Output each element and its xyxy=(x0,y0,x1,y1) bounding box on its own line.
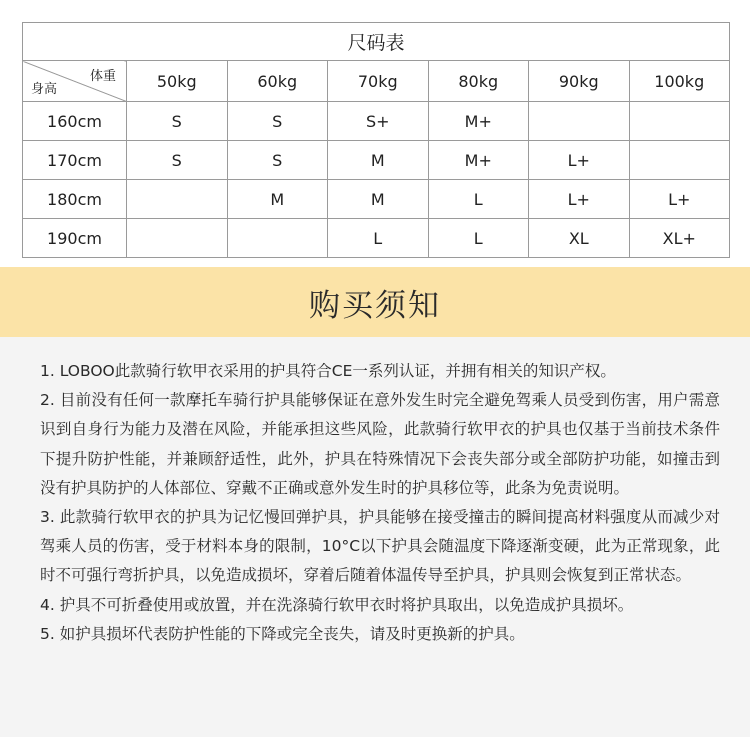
size-chart-title: 尺码表 xyxy=(23,23,730,61)
height-cell: 170cm xyxy=(23,141,127,180)
size-chart-section xyxy=(0,0,750,267)
height-axis-label: 身高 xyxy=(31,82,58,97)
size-cell: M xyxy=(328,141,429,180)
size-cell: S+ xyxy=(328,102,429,141)
size-chart-table xyxy=(22,22,730,258)
list-item: 5. 如护具损坏代表防护性能的下降或完全丧失，请及时更换新的护具。 xyxy=(40,624,525,643)
size-cell xyxy=(629,102,730,141)
weight-header: 100kg xyxy=(629,61,730,102)
weight-header: 80kg xyxy=(428,61,529,102)
size-cell: L+ xyxy=(529,141,630,180)
size-cell: XL xyxy=(529,219,630,258)
notice-title: 购买须知 xyxy=(309,287,441,324)
list-item: 1. LOBOO此款骑行软甲衣采用的护具符合CE一系列认证，并拥有相关的知识产权。 xyxy=(40,362,616,380)
size-cell: L xyxy=(428,219,529,258)
size-chart-title-row xyxy=(23,23,730,61)
size-chart-corner-cell xyxy=(23,61,127,102)
size-cell xyxy=(127,180,228,219)
table-row xyxy=(23,141,730,180)
height-cell: 190cm xyxy=(23,219,127,258)
weight-header: 70kg xyxy=(328,61,429,102)
table-row xyxy=(23,180,730,219)
size-cell xyxy=(227,219,328,258)
size-cell xyxy=(629,141,730,180)
size-cell: S xyxy=(227,141,328,180)
notice-banner xyxy=(0,267,750,337)
size-cell: S xyxy=(127,141,228,180)
list-item: 3. 此款骑行软甲衣的护具为记忆慢回弹护具，护具能够在接受撞击的瞬间提高材料强度从而减少对驾乘人员的伤害，受于材料本身的限制，10°C以下护具会随温度下降逐渐变硬，此为正常现象，此时不可强行弯折护具，以免造成损坏，穿着后随着体温传导至护具，护具则会恢复到正常状态。 xyxy=(40,508,720,585)
size-cell xyxy=(127,219,228,258)
size-cell: M+ xyxy=(428,102,529,141)
size-cell: M+ xyxy=(428,141,529,180)
table-row xyxy=(23,102,730,141)
weight-axis-label: 体重 xyxy=(89,69,116,84)
list-item: 2. 目前没有任何一款摩托车骑行护具能够保证在意外发生时完全避免驾乘人员受到伤害，用户需意识到自身行为能力及潜在风险，并能承担这些风险，此款骑行软甲衣的护具也仅基于当前技术条件下提升防护性能，并兼顾舒适性，此外，护具在特殊情况下会丧失部分或全部防护功能，如撞击到没有护具防护的人体部位、穿戴不正确或意外发生时的护具移位等，此条为免责说明。 xyxy=(40,391,720,497)
weight-header: 90kg xyxy=(529,61,630,102)
height-cell: 180cm xyxy=(23,180,127,219)
size-cell: M xyxy=(328,180,429,219)
table-row xyxy=(23,219,730,258)
height-cell: 160cm xyxy=(23,102,127,141)
weight-header: 50kg xyxy=(127,61,228,102)
size-cell: L xyxy=(328,219,429,258)
notice-list xyxy=(40,357,720,649)
size-cell: S xyxy=(227,102,328,141)
list-item: 4. 护具不可折叠使用或放置，并在洗涤骑行软甲衣时将护具取出，以免造成护具损坏。 xyxy=(40,595,634,614)
weight-header: 60kg xyxy=(227,61,328,102)
size-cell xyxy=(529,102,630,141)
size-cell: M xyxy=(227,180,328,219)
size-cell: S xyxy=(127,102,228,141)
size-cell: L+ xyxy=(529,180,630,219)
size-cell: L+ xyxy=(629,180,730,219)
size-cell: XL+ xyxy=(629,219,730,258)
notice-section xyxy=(0,337,750,737)
size-cell: L xyxy=(428,180,529,219)
size-chart-header-row xyxy=(23,61,730,102)
